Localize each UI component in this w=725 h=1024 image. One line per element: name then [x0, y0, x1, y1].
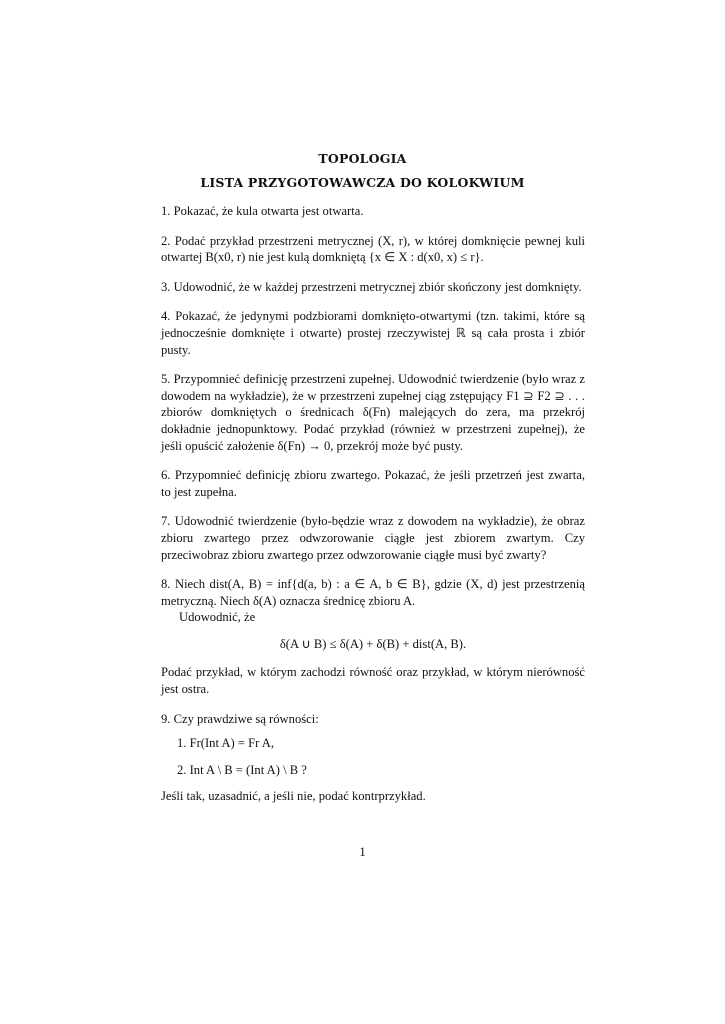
problem-8-followup: Podać przykład, w którym zachodzi równość oraz przykład, w którym nierówność jest ostra.: [161, 665, 585, 697]
problem-8-prompt: Udowodnić, że: [179, 610, 256, 625]
problem-list: [161, 203, 585, 818]
problem-8-statement: 8. Niech dist(A, B) = inf{d(a, b) : a ∈ A, b ∈ B}, gdzie (X, d) jest przestrzenią metryczną. Niech δ(A) oznacza średnicę zbioru A.: [161, 577, 585, 608]
problem-8-inequality: δ(A ∪ B) ≤ δ(A) + δ(B) + dist(A, B).: [279, 636, 467, 651]
problem-9-conclusion: Jeśli tak, uzasadnić, a jeśli nie, podać kontrprzykład.: [161, 789, 426, 804]
problem-7: 7. Udowodnić twierdzenie (było-będzie wraz z dowodem na wykładzie), że obraz zbioru zwartego przez odwzorowanie ciągłe jest zbiorem zwartym. Czy przeciwobraz zbioru zwartego przez odwzorowanie ciągłe musi być zwarty?: [161, 514, 585, 562]
problem-5: 5. Przypomnieć definicję przestrzeni zupełnej. Udowodnić twierdzenie (było wraz z dowodem na wykładzie), że w przestrzeni zupełnej ciąg zstępujący F1 ⊇ F2 ⊇ . . . zbiorów domkniętych o średnicach δ(Fn) malejących do zera, ma przekrój dokładnie jednopunktowy. Podać przykład (również w przestrzeni zupełnej), że jeśli opuścić założenie δ(Fn) → 0, przekrój może być pusty.: [161, 372, 585, 453]
page-subtitle: LISTA PRZYGOTOWAWCZA DO KOLOKWIUM: [200, 175, 525, 190]
problem-3: 3. Udowodnić, że w każdej przestrzeni metrycznej zbiór skończony jest domknięty.: [161, 279, 582, 294]
problem-9-item-1: 1. Fr(Int A) = Fr A,: [177, 736, 275, 751]
problem-9-item-2: 2. Int A \ B = (Int A) \ B ?: [177, 762, 307, 777]
page-title: TOPOLOGIA: [318, 151, 407, 166]
problem-9-sublist: [177, 735, 585, 778]
problem-4: 4. Pokazać, że jedynymi podzbiorami domknięto-otwartymi (tzn. takimi, które są jednocześnie domknięte i otwarte) prostej rzeczywistej ℝ są cała prosta i zbiór pusty.: [161, 309, 585, 357]
page-number: 1: [359, 845, 366, 859]
problem-9-question: 9. Czy prawdziwe są równości:: [161, 711, 319, 726]
problem-2: 2. Podać przykład przestrzeni metrycznej (X, r), w której domknięcie pewnej kuli otwartej B(x0, r) nie jest kulą domkniętą {x ∈ X : d(x0, x) ≤ r}.: [161, 233, 585, 265]
problem-6: 6. Przypomnieć definicję zbioru zwartego. Pokazać, że jeśli przetrzeń jest zwarta, to jest zupełna.: [161, 468, 585, 499]
problem-1: 1. Pokazać, że kula otwarta jest otwarta.: [161, 204, 364, 218]
